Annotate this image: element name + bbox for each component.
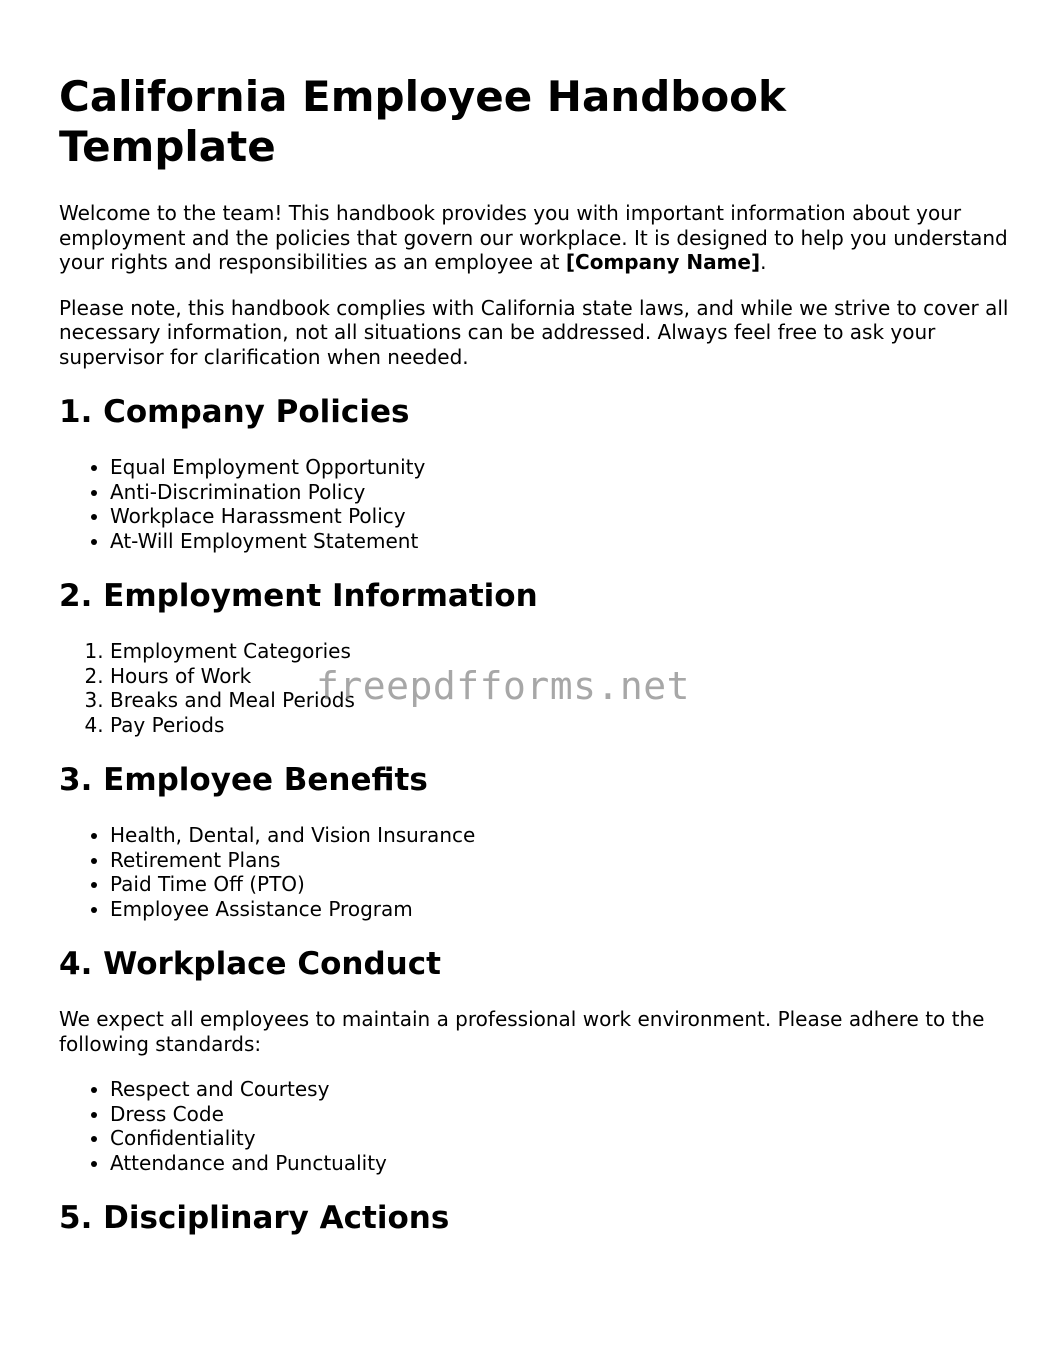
list-item: • Retirement Plans [110,848,1009,873]
intro-paragraph-2: Please note, this handbook complies with California state laws, and while we strive to cover all necessary information, not all situations can be addressed. Always feel free to ask your supervisor for clarification when needed. [59,295,1009,369]
intro-text: Welcome to the team! This handbook provides you with important information about your employment and the policies that govern our workplace. It is designed to help you understand your rights and responsibilities as an employee at [59,201,1008,274]
section-heading-employment-information: 2. Employment Information [59,578,538,614]
document-page [59,72,1009,1237]
company-name-placeholder: [Company Name] [565,250,761,274]
list-item: • Anti-Discrimination Policy [110,480,1009,505]
list-item: • Dress Code [110,1102,1009,1127]
employee-benefits-list [59,823,1009,921]
list-item: • Health, Dental, and Vision Insurance [110,823,1009,848]
section-heading-workplace-conduct: 4. Workplace Conduct [59,946,441,982]
list-item: • Confidentiality [110,1126,1009,1151]
section-heading-company-policies: 1. Company Policies [59,394,410,430]
company-policies-list [59,455,1009,553]
list-item: • At-Will Employment Statement [110,529,1009,554]
document-title: California Employee Handbook Template [59,72,786,171]
list-item: 2. Hours of Work [110,664,1009,689]
list-item: • Employee Assistance Program [110,897,1009,922]
watermark-text: freepdfforms.net [316,664,691,708]
list-item: • Paid Time Off (PTO) [110,872,1009,897]
list-item: 4. Pay Periods [110,713,1009,738]
workplace-conduct-list [59,1077,1009,1175]
list-item: • Attendance and Punctuality [110,1151,1009,1176]
list-item: 3. Breaks and Meal Periods [110,688,1009,713]
list-item: • Equal Employment Opportunity [110,455,1009,480]
intro-period: . [760,250,767,274]
section-heading-disciplinary-actions: 5. Disciplinary Actions [59,1200,450,1236]
list-item: 1. Employment Categories [110,639,1009,664]
intro-paragraph-1 [59,201,1009,275]
list-item: • Respect and Courtesy [110,1077,1009,1102]
workplace-conduct-paragraph: We expect all employees to maintain a professional work environment. Please adhere to the following standards: [59,1007,985,1056]
section-heading-employee-benefits: 3. Employee Benefits [59,762,428,798]
list-item: • Workplace Harassment Policy [110,504,1009,529]
